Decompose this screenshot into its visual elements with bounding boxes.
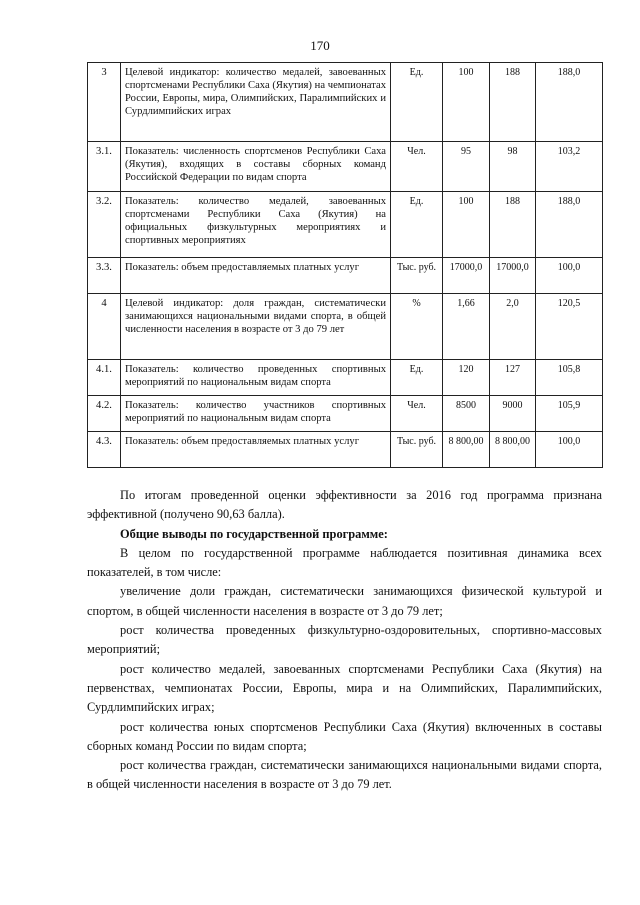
row-percent-value: 103,2 (536, 142, 603, 192)
summary-paragraph: В целом по государственной программе наблюдается позитивная динамика всех показателей, в том числе: (87, 545, 602, 580)
row-description: Показатель: количество проведенных спортивных мероприятий по национальным видам спорта (121, 360, 391, 396)
row-actual-value: 9000 (490, 396, 536, 432)
row-actual-value: 8 800,00 (490, 432, 536, 468)
table-row (88, 142, 603, 192)
table-row (88, 258, 603, 294)
row-unit: Ед. (391, 360, 443, 396)
row-description: Показатель: количество участников спортивных мероприятий по национальным видам спорта (121, 396, 391, 432)
table-row (88, 360, 603, 396)
row-unit: Ед. (391, 192, 443, 258)
conclusion-item: рост количества граждан, систематически занимающихся национальными видами спорта, в общей численности населения в возрасте от 3 до 79 лет. (87, 758, 602, 792)
row-description: Показатель: численность спортсменов Республики Саха (Якутия), входящих в составы сборных команд Российской Федерации по видам спорта (121, 142, 391, 192)
row-percent-value: 188,0 (536, 192, 603, 258)
row-unit: Тыс. руб. (391, 258, 443, 294)
row-description: Показатель: количество медалей, завоеванных спортсменами Республики Саха (Якутия) на официальных физкультурных мероприятиях и спортивных мероприятиях (121, 192, 391, 258)
row-plan-value: 8 800,00 (443, 432, 490, 468)
conclusion-item: увеличение доли граждан, систематически занимающихся физической культурой и спортом, в общей численности населения в возрасте от 3 до 79 лет; (87, 584, 602, 618)
row-plan-value: 8500 (443, 396, 490, 432)
row-number: 3.2. (88, 192, 121, 258)
conclusion-item: рост количества проведенных физкультурно-оздоровительных, спортивно-массовых мероприятий; (87, 623, 602, 657)
conclusion-item: рост количества юных спортсменов Республики Саха (Якутия) включенных в составы сборных команд России по видам спорта; (87, 719, 602, 753)
row-actual-value: 127 (490, 360, 536, 396)
indicators-table (87, 62, 603, 468)
table-row (88, 396, 603, 432)
row-actual-value: 98 (490, 142, 536, 192)
row-unit: Чел. (391, 142, 443, 192)
row-unit: Ед. (391, 63, 443, 142)
row-unit: % (391, 294, 443, 360)
row-plan-value: 95 (443, 142, 490, 192)
row-actual-value: 188 (490, 192, 536, 258)
row-percent-value: 120,5 (536, 294, 603, 360)
evaluation-paragraph: По итогам проведенной оценки эффективности за 2016 год программа признана эффективной (получено 90,63 балла). (87, 488, 602, 522)
row-plan-value: 120 (443, 360, 490, 396)
row-number: 3.3. (88, 258, 121, 294)
conclusions-heading: Общие выводы по государственной программе: (120, 526, 388, 541)
row-description: Показатель: объем предоставляемых платных услуг (121, 432, 391, 468)
row-number: 4.1. (88, 360, 121, 396)
row-unit: Чел. (391, 396, 443, 432)
table-row (88, 63, 603, 142)
row-plan-value: 100 (443, 63, 490, 142)
row-plan-value: 100 (443, 192, 490, 258)
conclusion-item: рост количество медалей, завоеванных спортсменами Республики Саха (Якутия) на первенствах, чемпионатах России, Европы, мира и на Олимпийских, Паралимпийских, Сурдлимпийских играх; (87, 661, 602, 715)
row-description: Целевой индикатор: количество медалей, завоеванных спортсменами Республики Саха (Якутия) на чемпионатах России, Европы, мира, Олимпийских, Паралимпийских и Сурдлимпийских играх (121, 63, 391, 142)
row-percent-value: 105,8 (536, 360, 603, 396)
row-actual-value: 188 (490, 63, 536, 142)
row-number: 4 (88, 294, 121, 360)
row-percent-value: 105,9 (536, 396, 603, 432)
body-text (87, 486, 602, 795)
table-row (88, 192, 603, 258)
row-percent-value: 100,0 (536, 258, 603, 294)
table-row (88, 432, 603, 468)
row-plan-value: 1,66 (443, 294, 490, 360)
row-description: Показатель: объем предоставляемых платных услуг (121, 258, 391, 294)
row-description: Целевой индикатор: доля граждан, систематически занимающихся национальными видами спорта, в общей численности населения в возрасте от 3 до 79 лет (121, 294, 391, 360)
row-percent-value: 188,0 (536, 63, 603, 142)
row-number: 3 (88, 63, 121, 142)
row-number: 4.3. (88, 432, 121, 468)
page-number: 170 (310, 38, 330, 53)
row-number: 4.2. (88, 396, 121, 432)
table-row (88, 294, 603, 360)
row-number: 3.1. (88, 142, 121, 192)
row-actual-value: 2,0 (490, 294, 536, 360)
row-plan-value: 17000,0 (443, 258, 490, 294)
row-percent-value: 100,0 (536, 432, 603, 468)
row-actual-value: 17000,0 (490, 258, 536, 294)
row-unit: Тыс. руб. (391, 432, 443, 468)
